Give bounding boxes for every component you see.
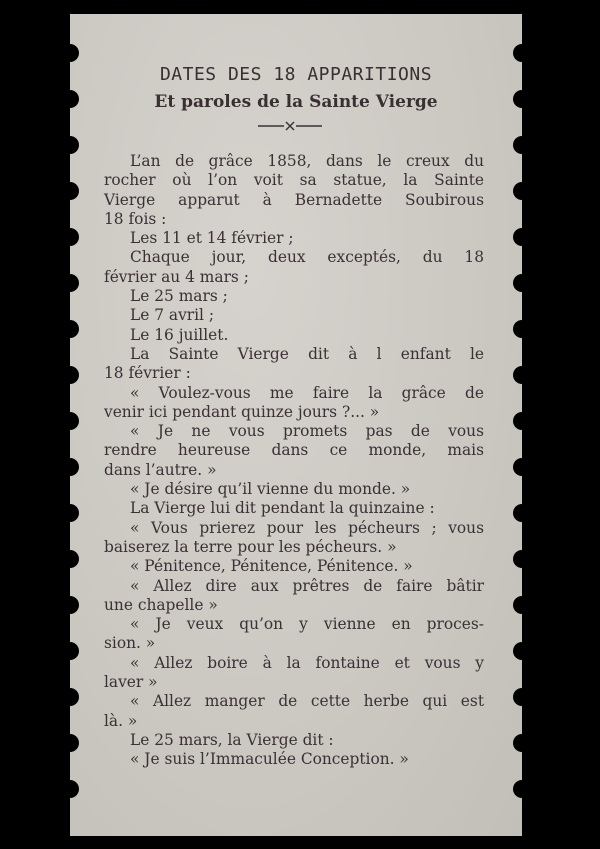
card-edge-scallop <box>61 90 79 108</box>
text-line: 18 fois : <box>104 209 167 228</box>
card-edge-scallop <box>513 182 531 200</box>
card-edge-scallop <box>513 44 531 62</box>
card-edge-scallop <box>513 458 531 476</box>
card-edge-scallop <box>61 688 79 706</box>
card-edge-scallop <box>513 90 531 108</box>
text-line: « Je ne vous promets pas de vous <box>130 422 484 441</box>
card-edge-scallop <box>513 734 531 752</box>
card-edge-scallop <box>513 504 531 522</box>
text-line: Le 25 mars ; <box>130 287 228 306</box>
card-edge-scallop <box>61 458 79 476</box>
card-edge-scallop <box>61 136 79 154</box>
card-subtitle: Et paroles de la Sainte Vierge <box>154 92 438 112</box>
text-line: « Voulez-vous me faire la grâce de <box>130 383 484 402</box>
text-line: L’an de grâce 1858, dans le creux du <box>130 152 484 170</box>
text-line: Chaque jour, deux exceptés, du 18 <box>130 248 484 267</box>
text-line: 18 février : <box>104 364 191 383</box>
text-line: Le 25 mars, la Vierge dit : <box>130 730 334 749</box>
card-edge-scallop <box>61 734 79 752</box>
text-line: La Vierge lui dit pendant la quinzaine : <box>130 499 435 518</box>
card-edge-scallop <box>513 228 531 246</box>
text-line: « Pénitence, Pénitence, Pénitence. » <box>130 557 413 576</box>
text-line: février au 4 mars ; <box>104 267 249 286</box>
card-edge-scallop <box>513 136 531 154</box>
card-edge-scallop <box>61 44 79 62</box>
card-edge-scallop <box>513 366 531 384</box>
text-line: « Je veux qu’on y vienne en proces- <box>130 615 484 634</box>
card-edge-scallop <box>513 550 531 568</box>
card-edge-scallop <box>513 320 531 338</box>
card-edge-scallop <box>513 412 531 430</box>
text-line: « Je suis l’Immaculée Conception. » <box>130 750 409 769</box>
text-line: venir ici pendant quinze jours ?... » <box>104 402 380 421</box>
text-line: « Vous prierez pour les pécheurs ; vous <box>130 518 484 537</box>
text-line: rocher où l’on voit sa statue, la Sainte <box>104 171 484 190</box>
card-edge-scallop <box>61 504 79 522</box>
card-edge-scallop <box>61 550 79 568</box>
prayer-card <box>70 14 522 836</box>
text-line: La Sainte Vierge dit à l enfant le <box>130 344 484 363</box>
card-edge-scallop <box>513 642 531 660</box>
text-line: baiserez la terre pour les pécheurs. » <box>104 537 397 556</box>
card-title: DATES DES 18 APPARITIONS <box>159 64 433 85</box>
card-edge-scallop <box>61 274 79 292</box>
card-edge-scallop <box>61 412 79 430</box>
text-line: rendre heureuse dans ce monde, mais <box>104 441 484 460</box>
text-line: une chapelle » <box>104 595 218 614</box>
text-line: sion. » <box>104 634 156 653</box>
card-edge-scallop <box>513 596 531 614</box>
card-edge-scallop <box>61 182 79 200</box>
text-line: Le 7 avril ; <box>130 306 215 325</box>
text-line: dans l’autre. » <box>104 460 217 479</box>
text-line: Le 16 juillet. <box>130 325 229 344</box>
text-line: Les 11 et 14 février ; <box>130 229 294 248</box>
card-edge-scallop <box>513 688 531 706</box>
text-line: « Allez boire à la fontaine et vous y <box>130 653 484 672</box>
card-body-text <box>104 152 484 770</box>
text-line: laver » <box>104 673 158 692</box>
text-line: « Allez manger de cette herbe qui est <box>130 692 484 711</box>
card-edge-scallop <box>61 228 79 246</box>
card-edge-scallop <box>61 780 79 798</box>
text-line: « Allez dire aux prêtres de faire bâtir <box>130 576 484 595</box>
line-cross-ornament-icon <box>258 120 322 132</box>
card-edge-scallop <box>61 366 79 384</box>
text-line: Vierge apparut à Bernadette Soubirous <box>104 190 484 209</box>
text-line: là. » <box>104 711 138 730</box>
card-edge-scallop <box>61 596 79 614</box>
text-line: « Je désire qu’il vienne du monde. » <box>130 480 411 499</box>
card-edge-scallop <box>61 320 79 338</box>
card-edge-scallop <box>513 780 531 798</box>
card-edge-scallop <box>513 274 531 292</box>
card-edge-scallop <box>61 642 79 660</box>
